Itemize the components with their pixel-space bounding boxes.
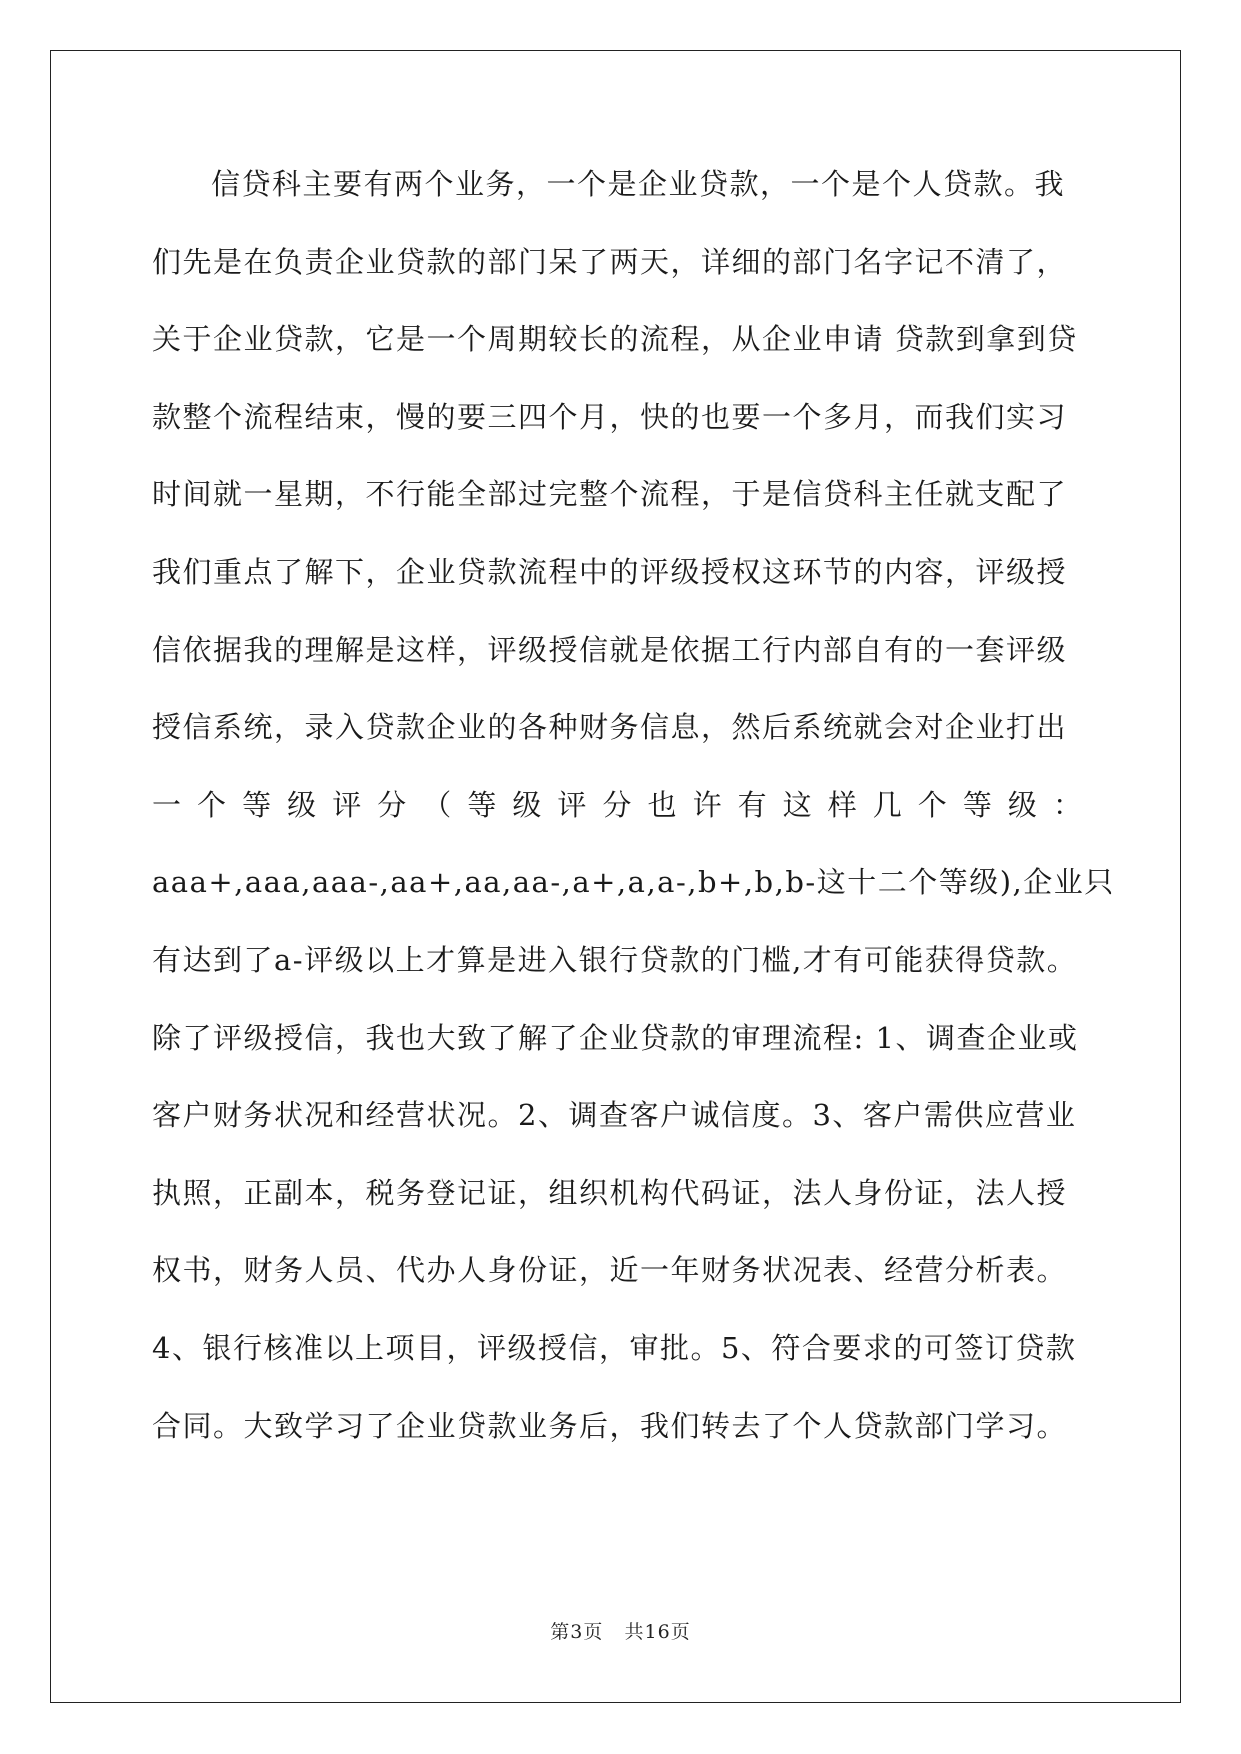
text-char: 分 [602, 787, 632, 822]
text-char: 级 [1007, 787, 1037, 822]
text-char: 许 [692, 787, 722, 822]
text-line: 们先是在负责企业贷款的部门呆了两天，详细的部门名字记不清了， [152, 244, 1068, 279]
text-char: 有 [737, 787, 767, 822]
text-line: aaa+,aaa,aaa-,aa+,aa,aa-,a+,a,a-,b+,b,b-这十二个等级),企业只 [152, 865, 1115, 900]
text-char: 样 [827, 787, 857, 822]
text-line: 客户财务状况和经营状况。2、调查客户诚信度。3、客户需供应营业 [152, 1098, 1077, 1133]
text-char: 这 [782, 787, 812, 822]
text-char: （ [422, 787, 452, 822]
text-char: 个 [197, 787, 227, 822]
text-line: 权书，财务人员、代办人身份证，近一年财务状况表、经营分析表。 [152, 1253, 1068, 1288]
text-line: 信依据我的理解是这样，评级授信就是依据工行内部自有的一套评级 [152, 632, 1068, 667]
text-char: 几 [872, 787, 902, 822]
text-line: 4、银行核准以上项目，评级授信，审批。5、符合要求的可签订贷款 [152, 1330, 1077, 1365]
text-line: 关于企业贷款，它是一个周期较长的流程，从企业申请 贷款到拿到贷 [152, 322, 1078, 357]
text-char: 评 [332, 787, 362, 822]
text-line: 款整个流程结束，慢的要三四个月，快的也要一个多月，而我们实习 [152, 399, 1068, 434]
text-char: 等 [467, 787, 497, 822]
text-char: 等 [962, 787, 992, 822]
page-number: 第3页 [550, 1621, 604, 1643]
text-char: 评 [557, 787, 587, 822]
text-line: 信贷科主要有两个业务，一个是企业贷款，一个是个人贷款。我 [211, 167, 1066, 201]
text-line: 执照，正副本，税务登记证，组织机构代码证，法人身份证，法人授 [152, 1175, 1068, 1210]
body-paragraph [152, 164, 1115, 1483]
text-char: ： [1052, 787, 1082, 822]
text-char: 也 [647, 787, 677, 822]
text-char: 分 [377, 787, 407, 822]
text-char: 级 [512, 787, 542, 822]
page-footer [0, 1617, 1241, 1644]
text-char: 个 [917, 787, 947, 822]
text-char: 一 [152, 787, 182, 822]
text-line: 有达到了a-评级以上才算是进入银行贷款的门槛,才有可能获得贷款。 [152, 942, 1078, 977]
text-line-justified [152, 785, 1082, 863]
text-line: 我们重点了解下，企业贷款流程中的评级授权这环节的内容，评级授 [152, 554, 1068, 589]
page-total: 共16页 [624, 1621, 691, 1643]
text-char: 等 [242, 787, 272, 822]
text-line: 合同。大致学习了企业贷款业务后，我们转去了个人贷款部门学习。 [152, 1408, 1068, 1443]
text-line: 除了评级授信，我也大致了解了企业贷款的审理流程: 1、调查企业或 [152, 1020, 1079, 1055]
text-line: 授信系统，录入贷款企业的各种财务信息，然后系统就会对企业打出 [152, 710, 1068, 745]
text-line: 时间就一星期，不行能全部过完整个流程，于是信贷科主任就支配了 [152, 477, 1068, 512]
text-char: 级 [287, 787, 317, 822]
